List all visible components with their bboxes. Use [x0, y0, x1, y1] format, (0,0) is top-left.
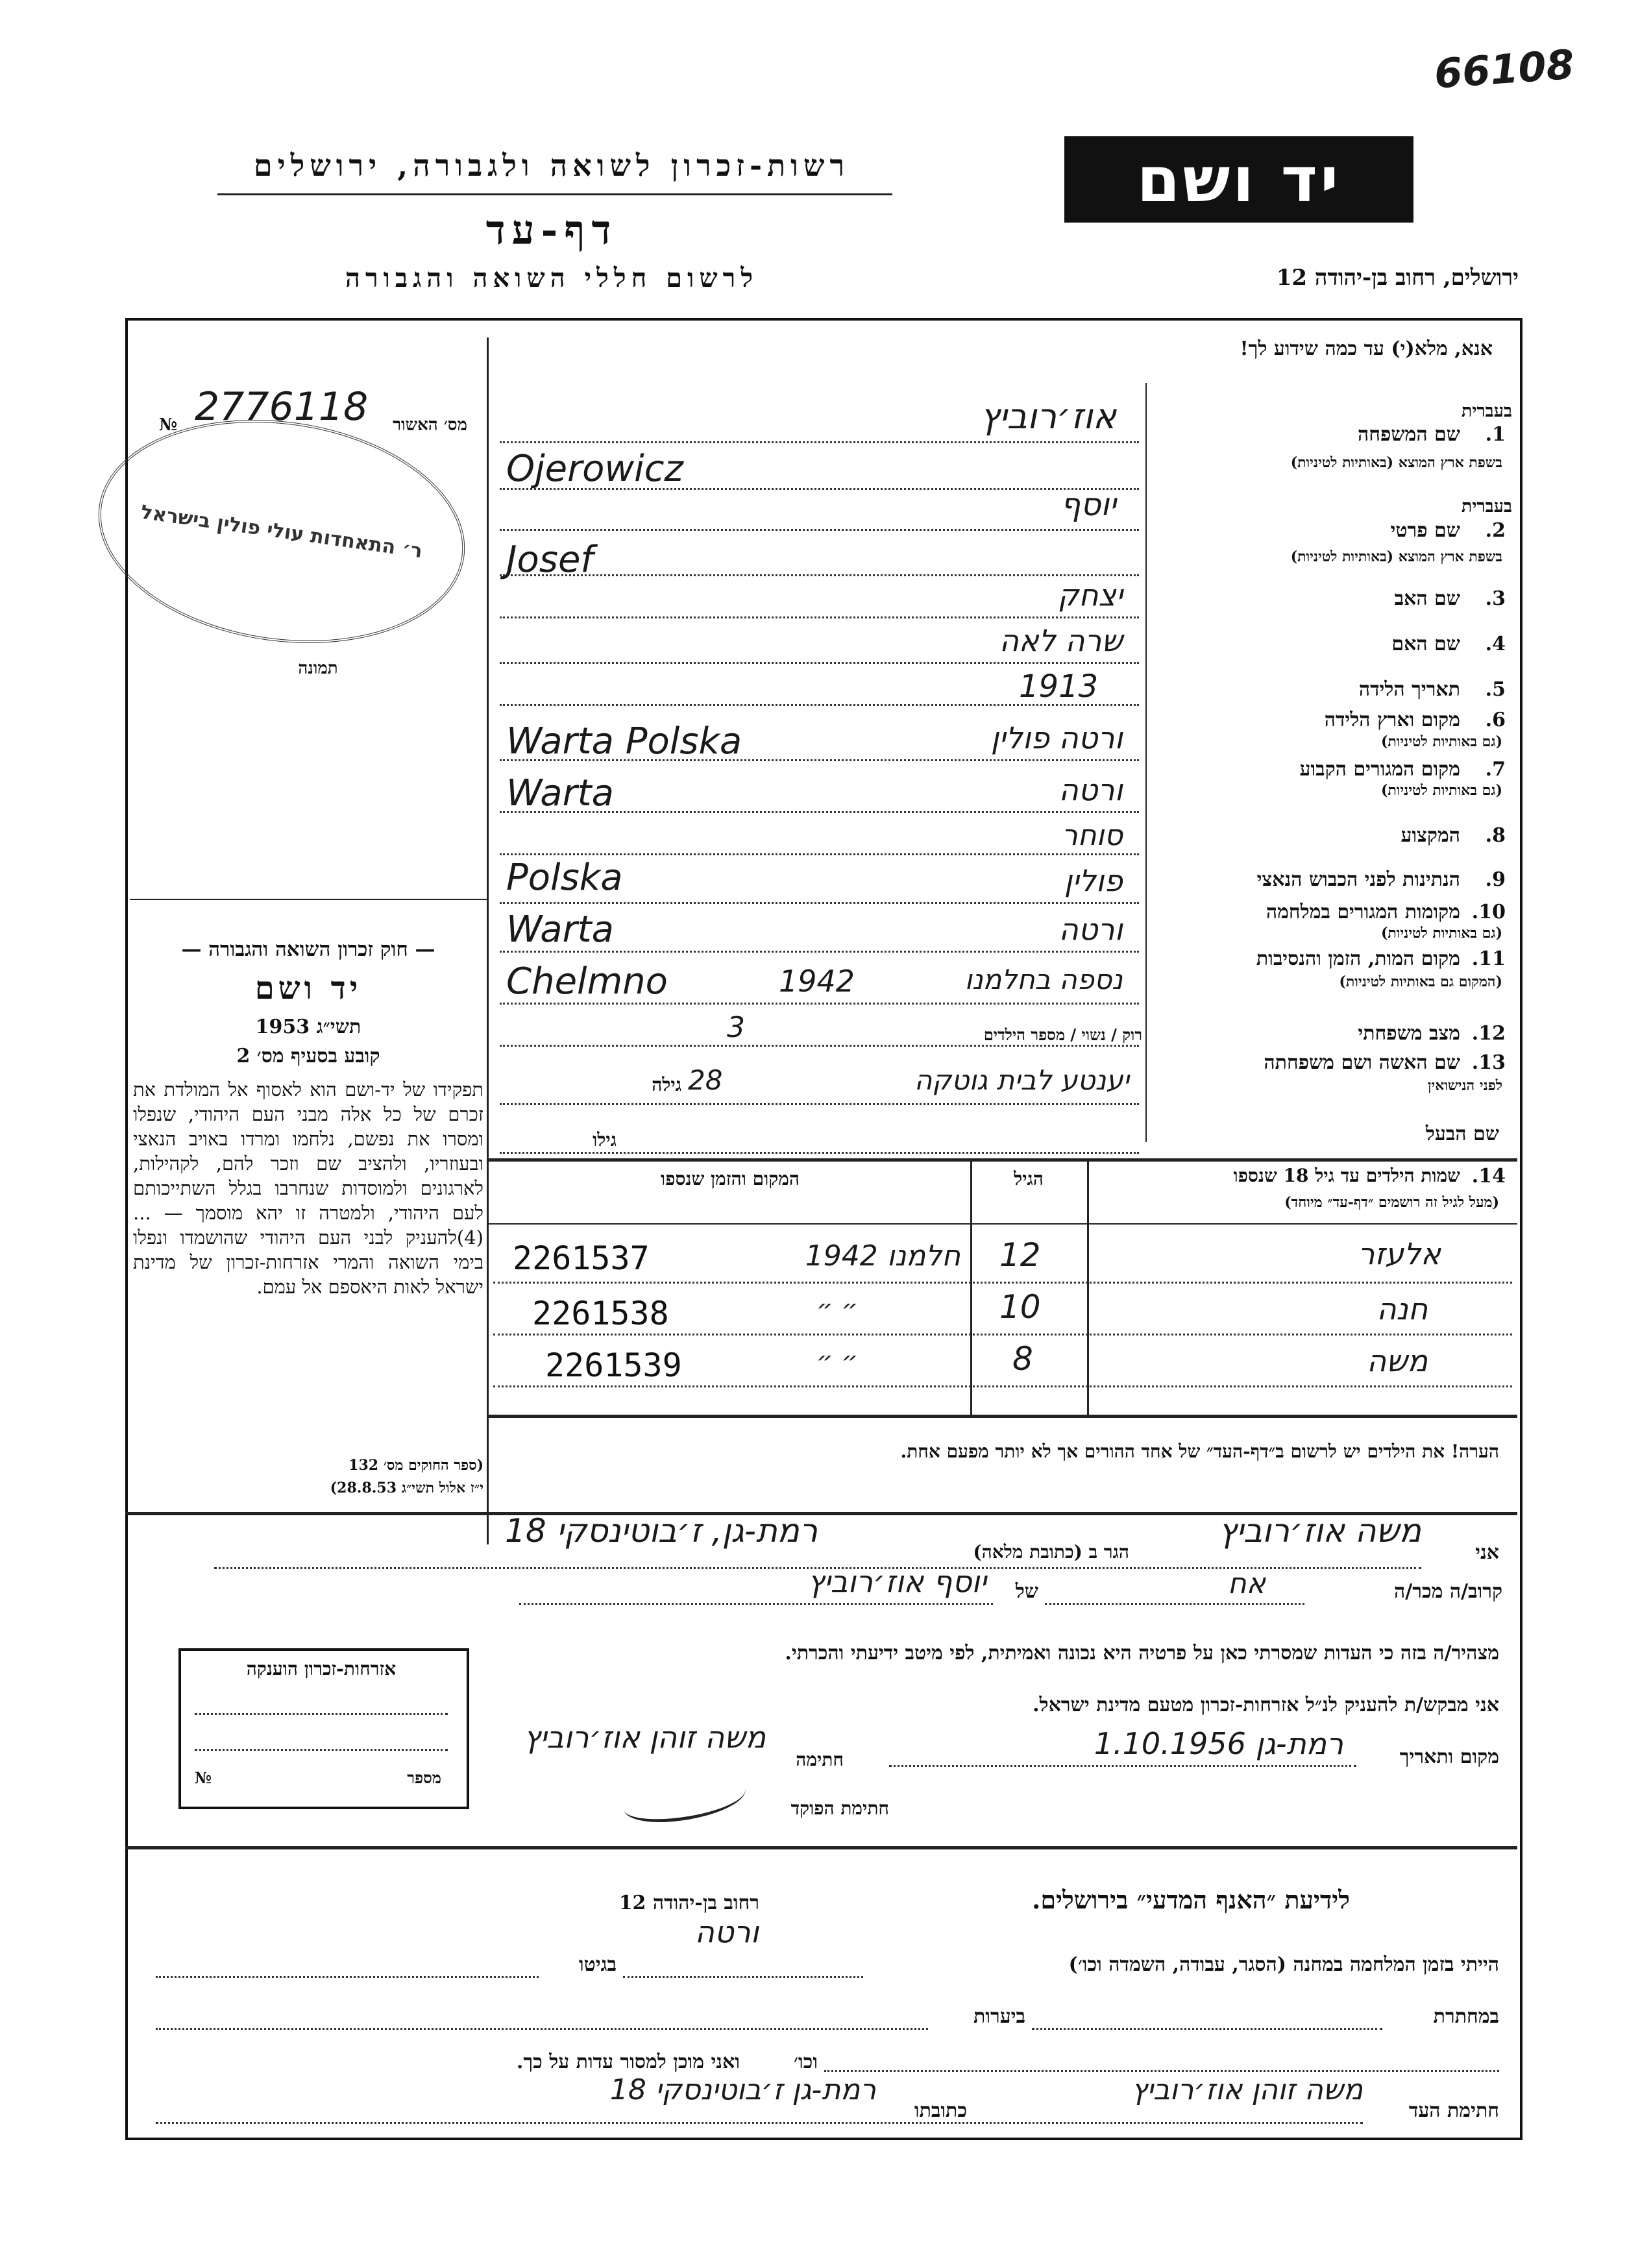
children-row-1-name[interactable]: אלעזר	[1358, 1236, 1441, 1271]
children-header-rule	[487, 1223, 1517, 1225]
field-2-number: 2.	[1485, 519, 1506, 542]
bottom-underground-label: במחתרת	[1433, 2005, 1499, 2028]
declaration-request: אני מבקש/ת להעניק לנ״ל אזרחות-זכרון מטעם מדינת ישראל.	[1033, 1694, 1499, 1716]
declarant-i: אני	[1475, 1541, 1499, 1564]
field-8-number: 8.	[1485, 824, 1506, 847]
signature-value[interactable]: משה זוהן אוז׳רוביץ	[524, 1720, 766, 1755]
field-10-latin-value[interactable]: Warta	[506, 908, 614, 951]
children-number: 14.	[1471, 1165, 1506, 1188]
citizenship-line-1	[195, 1713, 448, 1715]
field-13-label: שם האשה ושם משפחתה	[1264, 1051, 1460, 1074]
children-row-2-place[interactable]: ״ ״	[816, 1295, 859, 1324]
field-8-line	[500, 853, 1139, 855]
field-8-label: המקצוע	[1400, 824, 1460, 847]
field-13-age-value[interactable]: 28	[688, 1064, 723, 1096]
field-4-line	[500, 662, 1139, 664]
field-9-latin-value[interactable]: Polska	[506, 857, 623, 899]
children-row-3-age[interactable]: 8	[1012, 1340, 1033, 1378]
field-11-year-value[interactable]: 1942	[779, 964, 855, 999]
field-13-age-label: גילה	[652, 1074, 681, 1095]
children-row-2-age[interactable]: 10	[999, 1288, 1041, 1326]
children-row-3-stamp: 2261539	[545, 1347, 682, 1384]
bottom-ghetto-line	[156, 1976, 539, 1978]
citizenship-title: אזרחות-זכרון הוענקה	[246, 1658, 397, 1679]
field-11-latin-value[interactable]: Chelmno	[506, 960, 668, 1003]
relation-of: של	[1015, 1580, 1038, 1603]
children-row-1-place[interactable]: חלמנו 1942	[805, 1239, 960, 1273]
intro-instruction: אנא, מלא(י) עד כמה שידוע לך!	[1240, 337, 1493, 360]
field-4-number: 4.	[1485, 633, 1506, 655]
children-remark: הערה! את הילדים יש לרשום ב״דף-העד״ של אחד ההורים אך לא יותר מפעם אחת.	[900, 1441, 1499, 1462]
children-row-3-place[interactable]: ״ ״	[816, 1347, 859, 1376]
declarant-lives-at: הגר ב (כתובת מלאה)	[973, 1541, 1129, 1563]
husband-line	[500, 1152, 1139, 1154]
witness-signature-value[interactable]: משה זוהן אוז׳רוביץ	[1131, 2073, 1363, 2106]
children-note: (מעל לגיל זה רושמים ״דף-עד״ מיוחד)	[1284, 1194, 1499, 1211]
field-4-label: שם האם	[1391, 633, 1460, 655]
label-column-divider	[1145, 383, 1147, 1142]
husband-label: שם הבעל	[1425, 1123, 1499, 1145]
field-1-hebrew-value[interactable]: אוז׳רוביץ	[980, 396, 1116, 437]
children-table-bottom	[487, 1415, 1517, 1418]
field-9-number: 9.	[1485, 868, 1506, 891]
field-11-number: 11.	[1471, 947, 1506, 970]
field-10-label: מקומות המגורים במלחמה	[1266, 901, 1460, 923]
field-1-label: שם המשפחה	[1357, 423, 1460, 446]
field-2-line-hebrew	[500, 529, 1139, 531]
bottom-address: רחוב בן-יהודה 12	[618, 1892, 759, 1914]
field-9-hebrew-value[interactable]: פולין	[1064, 863, 1123, 898]
field-2-sub-latin: בשפת ארץ המוצא (באותיות לטיניות)	[1290, 548, 1502, 565]
bottom-ghetto-label: בגיטו	[578, 1953, 617, 1976]
law-year: תשי״ג 1953	[255, 1016, 361, 1038]
field-12-children-count[interactable]: 3	[727, 1011, 745, 1044]
field-2-line-latin	[500, 574, 1139, 576]
field-4-value[interactable]: שרה לאה	[999, 623, 1123, 658]
law-body: תפקידו של יד-ושם הוא לאסוף אל המולדת את זכרם של כל אלה מבני העם היהודי, שנפלו ומסרו את נפשם, נלחמו ומרדו באויב הנאצי ובעוזריו, ולהציב שם וזכר להם, לקהילות, לארגונים ולמוסדות שנחרבו בגלל השתייכותם לעם היהודי, ולמטרה זו יהא מוסמך — ...(4)להעניק לבני העם היהודי שהושמדו ונפלו בימי השואה והמרי אזרחות-זכרון של מדינת ישראל לאות היאספם אל עמם.	[133, 1079, 483, 1298]
field-13-line	[500, 1103, 1139, 1105]
declarant-name[interactable]: משה אוז׳רוביץ	[1219, 1512, 1421, 1550]
approval-no-mark: №	[159, 415, 178, 435]
field-6-latin-value[interactable]: Warta Polska	[506, 720, 742, 762]
relation-value[interactable]: אח	[1227, 1567, 1266, 1600]
field-11-line	[500, 1003, 1139, 1005]
witness-address-label: כתובתו	[914, 2099, 967, 2122]
children-row-2-stamp: 2261538	[532, 1295, 669, 1332]
children-row-3-line	[493, 1385, 1512, 1387]
children-header-place: המקום והזמן שנספו	[661, 1168, 800, 1189]
field-3-line	[500, 616, 1139, 618]
field-5-label: תאריך הלידה	[1358, 678, 1460, 701]
field-10-number: 10.	[1471, 901, 1506, 923]
authority-title: רשות-זכרון לשואה ולגבורה, ירושלים	[253, 148, 850, 183]
field-10-sub: (גם באותיות לטיניות)	[1380, 925, 1502, 942]
field-11-hebrew-value[interactable]: נספה בחלמנו	[964, 964, 1123, 995]
children-row-3-name[interactable]: משה	[1367, 1343, 1428, 1378]
children-row-1-line	[493, 1282, 1512, 1284]
header-address: ירושלים, רחוב בן-יהודה 12	[1276, 265, 1519, 291]
field-13-value[interactable]: יענטע לבית גוטקה	[914, 1064, 1129, 1096]
relation-label: קרוב/ה מכר/ה	[1394, 1580, 1502, 1603]
authority-underline	[217, 193, 892, 195]
field-13-number: 13.	[1471, 1051, 1506, 1074]
field-1-number: 1.	[1485, 423, 1506, 446]
children-title: שמות הילדים עד גיל 18 שנספו	[1233, 1165, 1460, 1186]
field-2-hebrew-value[interactable]: יוסף	[1060, 487, 1116, 523]
field-10-hebrew-value[interactable]: ורטה	[1058, 912, 1123, 947]
declarant-address[interactable]: רמת-גן, ז׳בוטינסקי 18	[505, 1512, 818, 1550]
yad-vashem-logo	[1064, 136, 1413, 223]
children-table-top	[487, 1158, 1517, 1162]
bottom-forests-label: ביערות	[973, 2005, 1025, 2028]
law-heading: — חוק זכרון השואה והגבורה —	[181, 938, 435, 961]
field-5-value[interactable]: 1913	[1019, 668, 1099, 705]
law-reference-2: י״ז אלול תשי״ג 28.8.53)	[330, 1480, 483, 1496]
signature-label: חתימה	[796, 1749, 844, 1770]
field-7-number: 7.	[1485, 758, 1506, 781]
husband-age-label: גילו	[593, 1129, 617, 1151]
stamp-text: ר׳ התאחדות עולי פולין בישראל	[139, 500, 424, 563]
field-1-latin-value[interactable]: Ojerowicz	[506, 448, 683, 490]
field-13-sub: לפני הנישואין	[1427, 1077, 1502, 1094]
field-11-label: מקום המות, הזמן והנסיבות	[1256, 947, 1460, 970]
document-number: 66108	[1432, 40, 1576, 98]
children-row-2-line	[493, 1334, 1512, 1335]
field-1-sub-latin: בשפת ארץ המוצא (באותיות לטיניות)	[1290, 454, 1502, 471]
bottom-forests-line	[156, 2028, 928, 2030]
law-reference-1: (ספר החוקים מס׳ 132	[349, 1457, 483, 1474]
relation-of-name[interactable]: יוסף אוז׳רוביץ	[807, 1564, 986, 1599]
children-header-age: הגיל	[1014, 1168, 1044, 1189]
children-col-divider-2	[1087, 1158, 1089, 1415]
field-6-hebrew-value[interactable]: ורטה פולין	[990, 720, 1123, 755]
citizenship-line-2	[195, 1749, 448, 1751]
field-6-label: מקום וארץ הלידה	[1324, 709, 1460, 731]
field-3-number: 3.	[1485, 587, 1506, 610]
bottom-underground-line	[1032, 2028, 1382, 2030]
field-1-sub-hebrew: בעברית	[1461, 401, 1512, 421]
witness-signature-label: חתימת העד	[1408, 2099, 1499, 2122]
page-title: דף-עד	[485, 206, 618, 254]
field-3-value[interactable]: יצחק	[1057, 578, 1123, 613]
page-subtitle: לרשום חללי השואה והגבורה	[345, 263, 759, 293]
relation-of-line	[519, 1603, 993, 1605]
photo-label: תמונה	[298, 659, 338, 678]
place-date-line	[889, 1765, 1356, 1767]
approval-label: מס׳ האשור	[393, 415, 467, 435]
field-12-number: 12.	[1471, 1022, 1506, 1045]
bottom-title: לידיעת ״האנף המדעי״ בירושלים.	[1032, 1885, 1350, 1914]
children-row-1-stamp: 2261537	[513, 1239, 650, 1277]
field-6-number: 6.	[1485, 709, 1506, 731]
citizenship-number-label: מספר	[407, 1768, 441, 1787]
officer-signature-label: חתימת הפוקד	[790, 1798, 889, 1819]
law-name: יד ושם	[254, 970, 362, 1006]
column-divider	[487, 337, 489, 1544]
left-column-rule	[130, 899, 487, 900]
field-7-hebrew-value[interactable]: ורטה	[1058, 772, 1123, 807]
field-2-sub-hebrew: בעברית	[1461, 496, 1512, 517]
place-date-label: מקום ותאריך	[1399, 1746, 1499, 1768]
field-9-label: הנתינות לפני הכבוש הנאצי	[1256, 868, 1460, 891]
citizenship-no-mark: №	[195, 1768, 212, 1787]
witness-address-value[interactable]: רמת-גן ז׳בוטינסקי 18	[609, 2073, 876, 2106]
bottom-testimony-text: ואני מוכן למסור עדות על כך.	[516, 2051, 740, 2073]
bottom-etc-label: וכו׳	[794, 2051, 818, 2073]
field-12-label: מצב משפחתי	[1358, 1022, 1460, 1045]
declaration-statement: מצהיר/ה בזה כי העדות שמסרתי כאן על פרטיה היא נכונה ואמיתית, לפי מיטב ידיעתי והכרתי.	[785, 1642, 1499, 1664]
field-12-line	[500, 1045, 1139, 1047]
relation-line	[1045, 1603, 1304, 1605]
field-7-label: מקום המגורים הקבוע	[1299, 758, 1460, 781]
field-7-sub: (גם באותיות לטיניות)	[1380, 782, 1502, 799]
children-row-1-age[interactable]: 12	[999, 1236, 1041, 1274]
place-date-value[interactable]: רמת-גן 1.10.1956	[1094, 1726, 1343, 1761]
witness-line	[156, 2122, 1363, 2124]
logo-text: יד ושם	[1136, 143, 1341, 216]
bottom-camp-text: הייתי בזמן המלחמה במחנה (הסגר, עבודה, השמדה וכו׳)	[1068, 1953, 1499, 1976]
children-col-divider-1	[970, 1158, 972, 1415]
field-1-line-hebrew	[500, 441, 1139, 443]
field-6-sub: (גם באותיות לטיניות)	[1380, 733, 1502, 750]
field-12-options: רוק / נשוי / מספר הילדים	[983, 1025, 1142, 1044]
bottom-section-rule	[125, 1846, 1517, 1849]
approval-number[interactable]: 2776118	[195, 384, 369, 430]
field-2-label: שם פרטי	[1390, 519, 1460, 542]
field-2-latin-value[interactable]: Josef	[506, 539, 594, 581]
field-8-value[interactable]: סוחר	[1061, 819, 1123, 852]
law-section: קובע בסעיף מס׳ 2	[236, 1045, 380, 1067]
field-5-number: 5.	[1485, 678, 1506, 701]
children-row-2-name[interactable]: חנה	[1376, 1291, 1428, 1326]
bottom-etc-line	[824, 2070, 1499, 2072]
field-10-line	[500, 951, 1139, 953]
bottom-camp-line	[623, 1976, 863, 1978]
bottom-ghetto-value[interactable]: ורטה	[694, 1914, 759, 1949]
field-11-sub: (המקום גם באותיות לטיניות)	[1339, 973, 1502, 990]
field-3-label: שם האב	[1394, 587, 1460, 610]
field-7-latin-value[interactable]: Warta	[506, 772, 614, 814]
field-9-line	[500, 902, 1139, 904]
